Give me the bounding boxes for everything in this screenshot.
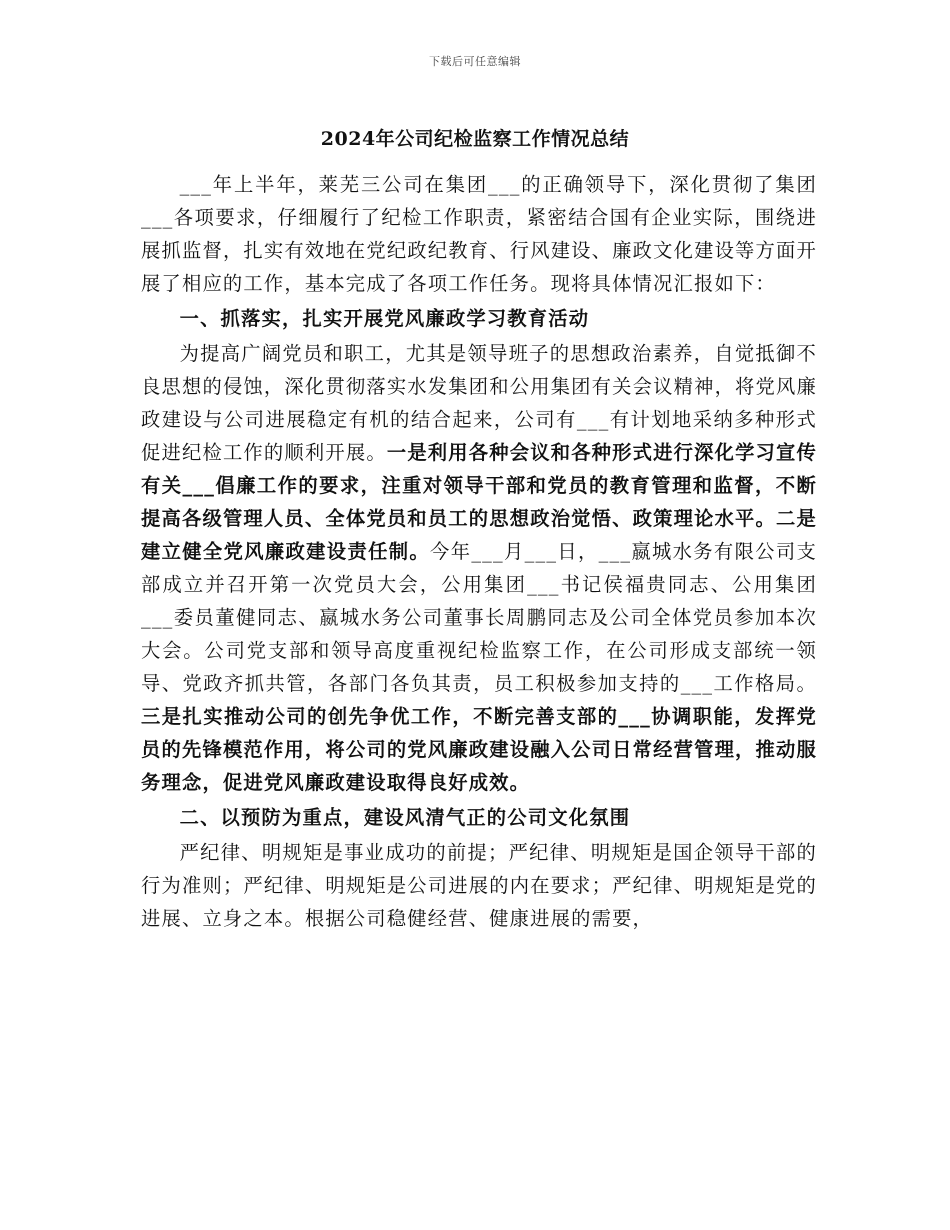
section-1-bold-a: 一是利用各种会议和各种形式进行深化学习宣传有关___倡廉工作的要求，注重对领导干部和党员的教育管理和监督，不断提高各级管理人员、全体党员和员工的思想政治觉悟、政策理论水平。二是建立健全党风廉政建设责任制。 [141, 441, 818, 563]
intro-paragraph: ___年上半年，莱芜三公司在集团___的正确领导下，深化贯彻了集团___各项要求，仔细履行了纪检工作职责，紧密结合国有企业实际，围绕进展抓监督，扎实有效地在党纪政纪教育、行风建设、廉政文化建设等方面开展了相应的工作，基本完成了各项工作任务。现将具体情况汇报如下： [141, 173, 817, 295]
header-note: 下载后可任意编辑 [429, 55, 521, 68]
section-heading-2: 二、以预防为重点，建设风清气正的公司文化氛围 [179, 806, 631, 829]
section-1-paragraph [141, 337, 817, 799]
document-body [141, 168, 817, 937]
section-heading-1: 一、抓落实，扎实开展党风廉政学习教育活动 [179, 307, 590, 330]
document-title: 2024年公司纪检监察工作情况总结 [320, 128, 630, 150]
section-1-bold-b: 三是扎实推动公司的创先争优工作，不断完善支部的___协调职能，发挥党员的先锋模范作用，将公司的党风廉政建设融入公司日常经营管理，推动服务理念，促进党风廉政建设取得良好成效。 [141, 705, 817, 794]
section-1-text-a: 为提高广阔党员和职工，尤其是领导班子的思想政治素养，自觉抵御不良思想的侵蚀，深化贯彻落实水发集团和公用集团有关会议精神，将党风廉政建设与公司进展稳定有机的结合起来，公司有___有计划地采纳多种形式促进纪检工作的顺利开展。 [141, 342, 817, 464]
section-1-text-b: 今年___月___日，___嬴城水务有限公司支部成立并召开第一次党员大会，公用集团___书记侯福贵同志、公用集团___委员董健同志、嬴城水务公司董事长周鹏同志及公司全体党员参加本次大会。公司党支部和领导高度重视纪检监察工作，在公司形成支部统一领导、党政齐抓共管，各部门各负其责，员工积极参加支持的___工作格局。 [141, 540, 817, 695]
section-2-paragraph: 严纪律、明规矩是事业成功的前提；严纪律、明规矩是国企领导干部的行为准则；严纪律、明规矩是公司进展的内在要求；严纪律、明规矩是党的进展、立身之本。根据公司稳健经营、健康进展的需要， [141, 841, 817, 930]
